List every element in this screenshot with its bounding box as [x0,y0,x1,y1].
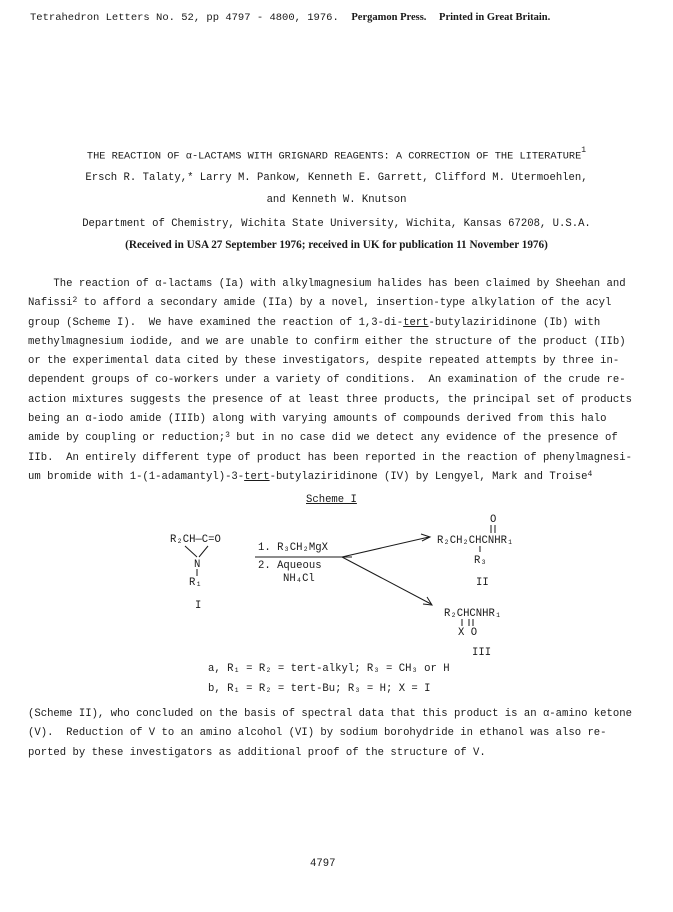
journal-citation: Tetrahedron Letters No. 52, pp 4797 - 4800, 1976. [30,12,339,24]
body-line: (Scheme II), who concluded on the basis of spectral data that this product is an α-amino ketone [28,708,632,720]
ring-bond-right [199,546,208,557]
body-line: The reaction of α-lactams (Ia) with alkylmagnesium halides has been claimed by Sheehan and [28,278,626,290]
body-line: (V). Reduction of V to an amino alcohol (VI) by sodium borohydride in ethanol was also re- [28,727,607,740]
reagent-step-2: 2. Aqueous [258,560,322,572]
arrow-to-ii [342,537,429,557]
printed-in: Printed in Great Britain. [439,12,551,23]
body-line: action mixtures suggests the presence of at least three products, the principal set of products [28,393,632,406]
body-line: or the experimental data cited by these investigators, despite repeated attempts by three in- [28,355,620,368]
body-line: amide by coupling or reduction;$^3$ but in no case did we detect any evidence of the presence of [28,431,618,445]
product-iii-substituents: X O [458,627,478,639]
body-line: Nafissi$^2$ to afford a secondary amide (IIa) by a novel, insertion-type alkylation of the acyl [28,296,612,310]
received-dates: (Received in USA 27 September 1976; received in UK for publication 11 November 1976) [125,239,548,251]
body-line: dependent groups of co-workers under a variety of conditions. An examination of the crude re- [28,374,626,387]
reactant-formula: R₂CH—C=O [170,534,221,546]
body-line: methylmagnesium iodide, and we are unable to confirm either the structure of the product (IIb) [28,335,626,348]
product-ii-r3: R₃ [474,555,487,567]
body-paragraph-1 [28,275,650,487]
reactant-r1: R₁ [189,577,202,589]
product-ii-label: II [476,577,489,589]
product-ii-oxygen: O [490,514,497,526]
scheme-note-a: a, R₁ = R₂ = tert-alkyl; R₃ = CH₃ or H [208,663,450,675]
publisher: Pergamon Press. [351,12,427,23]
reagent-step-2b: NH₄Cl [283,573,315,585]
scheme-note-b: b, R₁ = R₂ = tert-Bu; R₃ = H; X = I [208,683,431,695]
body-line: um bromide with 1-(1-adamantyl)-3-tert-butylaziridinone (IV) by Lengyel, Mark and Troise$^4$ [28,469,593,483]
body-line: IIb. An entirely different type of product has been reported in the reaction of phenylmagnesi- [28,451,632,464]
body-paragraph-2 [28,705,650,763]
affiliation: Department of Chemistry, Wichita State University, Wichita, Kansas 67208, U.S.A. [82,218,591,230]
scheme-title: Scheme I [306,494,357,506]
product-ii-formula: R₂CH₂CHCNHR₁ [437,535,514,547]
footnote-ref: 4 [587,469,593,479]
product-iii-label: III [472,647,492,659]
arrow-to-iii [342,557,431,604]
scheme-diagram [0,505,673,660]
reagent-step-1: 1. R₃CH₂MgX [258,542,328,554]
authors-line-1: Ersch R. Talaty,* Larry M. Pankow, Kenneth E. Garrett, Clifford M. Utermoehlen, [85,172,588,184]
article-title: THE REACTION OF α-LACTAMS WITH GRIGNARD REAGENTS: A CORRECTION OF THE LITERATURE$^1$ [86,146,587,163]
footnote-ref: 3 [225,431,230,441]
ring-bond-left [185,546,197,557]
body-line: ported by these investigators as additional proof of the structure of V. [28,746,486,759]
title-footnote-ref: 1 [581,146,587,155]
body-line: being an α-iodo amide (IIIb) along with varying amounts of compounds derived from this halo [28,413,607,426]
page-number: 4797 [310,858,336,870]
journal-header [30,12,550,24]
reactant-label: I [195,600,202,612]
product-iii-formula: R₂CHCNHR₁ [444,608,502,620]
body-line: group (Scheme I). We have examined the reaction of 1,3-di-tert-butylaziridinone (Ib) with [28,316,601,329]
reactant-nitrogen: N [194,559,201,571]
footnote-ref: 2 [72,296,78,306]
authors-line-2: and Kenneth W. Knutson [266,194,407,206]
